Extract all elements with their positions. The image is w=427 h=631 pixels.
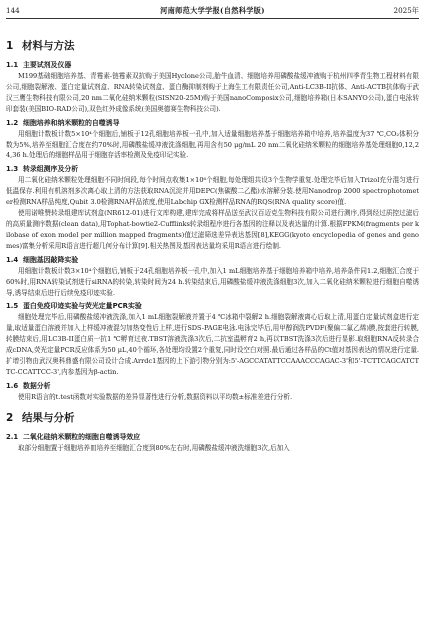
body-paragraph: 使用诺唯赞转录组建库试剂盒(NR612-01)进行文库构建,建库完成将样品送至武汉百迈克生物科技有限公司进行测序,得到经过质控过滤后的高质量测序数据(clean data),用Tophat-bowtie2-Cufflinks转录组程序进行各基因的注释以及表达量的计算.根据FPKM(fragments per kilobase of exon model per million mapped fragments)值过滤筛选差异表达基因[8],KEGG(kyoto encyclopedia of genes and genomes)富集分析采用R语言进行超几何分布计算[9].相关热图及基因表达量均采用R语言进行绘制.: [6, 209, 419, 250]
body-paragraph: M199基础细胞培养基、青霉素-链霉素双抗购于美国Hyclone公司,胎牛血清、细胞培养用磷酸盐缓冲液购于杭州四季青生物工程材料有限公司,细胞裂解液、蛋白定量试剂盒、RNA转染试剂盒、蛋白酶抑制剂购于上海生工有限责任公司,Anti-LC3B-II抗体、Anti-ACTB抗体购于武汉三鹰生物科技有限公司,20 nm二氧化硅纳米颗粒(SISN20-25M)购于美国nanoComposix公司,细胞培养箱(日本SANYO公司),蛋白电泳转印套装(美国BIO-RAD公司),双色红外成像系统(美国奥德赛生物科技公司).: [6, 72, 419, 113]
methods-subsections: [6, 60, 419, 403]
body-paragraph: 用细胞计数板计数5×10⁴个细胞后,铺板于12孔细胞培养板一孔中,加入适量细胞培养基于细胞培养箱中培养,培养温度为37 ℃,CO₂体积分数为5%,培养至细胞汇合度在约70%时,用磷酸盐缓冲液洗涤细胞,再用含有50 μg/mL 20 nm二氧化硅纳米颗粒的细胞培养基处理细胞0,12,24,36 h.处理后的细胞样品用于细胞存活率检测及免疫印记实验.: [6, 129, 419, 160]
results-subsections: [6, 432, 419, 454]
subsection-heading: [6, 255, 419, 265]
body-paragraph: 取部分细胞置于细胞培养皿培养至细胞汇合度到80%左右时,用磷酸盐缓冲液洗细胞3次,后加入: [18, 443, 290, 452]
subsection-title: 细胞基因敲降实验: [23, 255, 79, 264]
section-number: 1: [6, 40, 14, 52]
subsection-number: 1.5: [6, 302, 19, 311]
publication-year: 2025年: [393, 6, 419, 15]
body-paragraph: 使用R语言的t.test函数对实验数据的差异显著性进行分析,数据资料以平均数±标准差进行分析.: [18, 392, 293, 401]
running-header: [6, 5, 419, 17]
results-section: [6, 412, 419, 454]
section-title: 结果与分析: [22, 411, 75, 424]
subsection-title: 主要试剂及仪器: [23, 61, 72, 69]
subsection-number: 1.2: [6, 118, 19, 127]
subsection-title: 转录组测序及分析: [23, 165, 79, 174]
subsection-title: 细胞培养和纳米颗粒的自噬诱导: [23, 118, 120, 127]
subsection-heading: [6, 381, 419, 391]
subsection-title: 蛋白免疫印迹实验与荧光定量PCR实验: [23, 302, 142, 311]
subsection-heading: [6, 432, 419, 442]
article-body: [6, 23, 419, 454]
body-paragraph: 用二氧化硅纳米颗粒处理细胞不同时间段,每个时间点收集1×10⁶个细胞,每处理组共设3个生物学重复.处理完毕后加入Trizol充分混匀进行低温保存.利用有机溶剂多次离心取上清的方法获取RNA沉淀并用DEPC(焦碳酸二乙酯)水溶解分装.使用Nanodrop 2000 spectrophotometer检测RNA样品纯度,Qubit 3.0检测RNA样品浓度,使用Labchip GX检测样品RNA的RQS(RNA quality score)值.: [6, 176, 419, 207]
page-number: 144: [6, 6, 20, 15]
body-paragraph: 细胞处理完毕后,用磷酸盐缓冲液洗涤,加入1 mL细胞裂解液并置于4 ℃冰箱中裂解2 h.细胞裂解液离心后取上清,用蛋白定量试剂盒进行定量,取适量蛋白溶液并加入上样缓冲液混匀加热变性后上样,进行SDS-PAGE电泳.电泳完毕后,用甲醇润洗PVDF(聚偏二氟乙烯)膜,按套进行转膜,转膜结束后,用LC3B-II蛋白质一抗1 ℃孵育过夜.TBST溶液洗涤3次后,二抗室温孵育2 h,再以TBST洗涤3次后进行显影.取细胞RNA反转录合成cDNA,荧光定量PCR反应体系为50 μL,40个循环,各处理均设置2个重复,同时设空白对照.最后通过各样品的Ct值对基因表达的情况进行定量.扩增引物由武汉奥科鼎盛有限公司设计合成.Arrdc1基因的上下游引物分别为:5'-AGCCATATTCCAAACCCAGAC-3'和5'-TCTTCAGCATCTTC-CCATTCC-3',内参基因为β-actin.: [6, 313, 419, 376]
subsection-number: 1.4: [6, 255, 19, 264]
journal-name: 河南师范大学学报(自然科学版): [160, 6, 265, 15]
subsection-heading: [6, 164, 419, 174]
subsection-title: 数据分析: [23, 381, 51, 390]
subsection-heading: [6, 118, 419, 128]
header-rule: [6, 18, 419, 19]
section-number: 2: [6, 411, 14, 424]
subsection-title: 二氧化硅纳米颗粒的细胞自噬诱导效应: [23, 432, 141, 441]
subsection-heading: [6, 301, 419, 311]
section-heading-methods: [6, 40, 419, 53]
subsection-number: 2.1: [6, 432, 19, 441]
section-heading-results: [6, 412, 419, 425]
subsection-number: 1.1: [6, 61, 19, 69]
subsection-number: 1.3: [6, 165, 19, 174]
subsection-number: 1.6: [6, 381, 19, 390]
section-title: 材料与方法: [22, 40, 75, 52]
subsection-heading: [6, 60, 419, 70]
body-paragraph: 用细胞计数板计数3×10⁴个细胞后,铺板于24孔细胞培养板一孔中,加入1 mL细胞培养基于细胞培养箱中培养,培养条件同1.2,细胞汇合度于60%时,用RNA转染试剂进行siRNA的转染,转染时间为24 h.转染结束后,用磷酸盐缓冲液洗涤细胞3次,加入二氧化硅纳米颗粒进行细胞自噬诱导,诱导结束后进行后续免疫印迹实验.: [6, 266, 419, 297]
